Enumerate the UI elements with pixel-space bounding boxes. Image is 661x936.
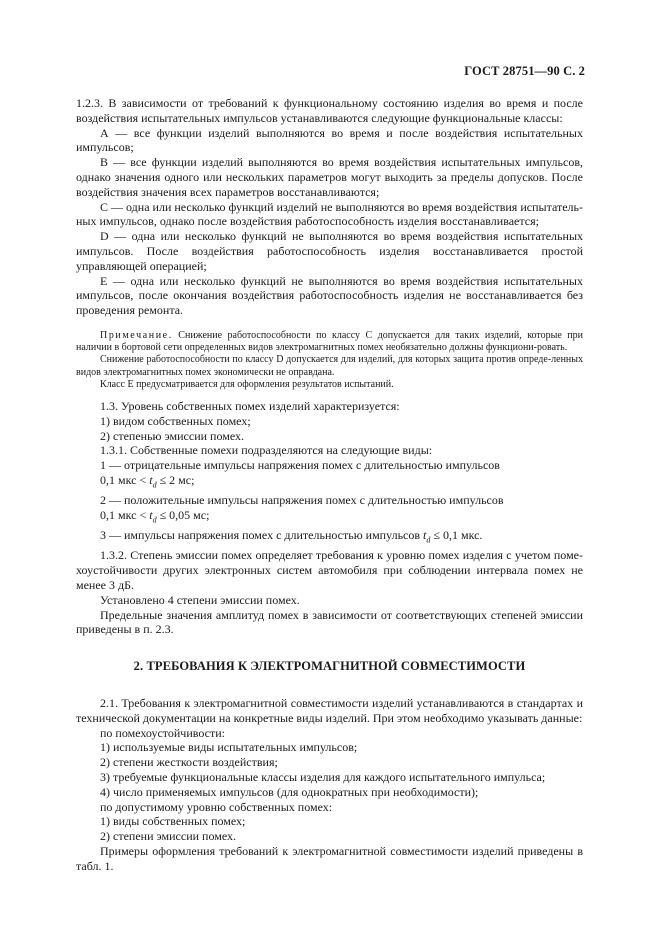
paragraph-examples: Примеры оформления требований к электромагнитной совместимости изделий приведены в табл. 1. — [76, 844, 583, 873]
noise-kind-3: 3 — импульсы напряжения помех с длительностью импульсов $t_d \le 0,1$ мкс. — [100, 528, 483, 545]
paragraph-four-degrees: Установлено 4 степени эмиссии помех. — [100, 592, 300, 607]
section-2-title: 2. ТРЕБОВАНИЯ К ЭЛЕКТРОМАГНИТНОЙ СОВМЕСТИМОСТИ — [133, 659, 526, 674]
noise-kind-2: 2 — положительные импульсы напряжения помех с длительностью импульсов — [100, 493, 504, 508]
list-item: 2) степени жесткости воздействия; — [100, 755, 278, 770]
paragraph-2-1: 2.1. Требования к электромагнитной совместимости изделий устанавливаются в стандартах и технической документации на конкретные виды изделий. При этом необходимо указывать данные: — [76, 696, 583, 725]
list-item: 2) степенью эмиссии помех. — [100, 428, 245, 443]
paragraph-1-3-1: 1.3.1. Собственные помехи подразделяются на следующие виды: — [100, 443, 433, 458]
list-item: 1) виды собственных помех; — [100, 814, 246, 829]
note-label: Примечание. — [100, 329, 173, 341]
noise-kind-1-range: 0,1 мкс < $t_d \le 2$ мс; — [100, 472, 195, 490]
list-item: 2) степени эмиссии помех. — [100, 829, 236, 844]
note-3: Класс Е предусматривается для оформления результатов испытаний. — [100, 378, 394, 390]
noise-kind-1: 1 — отрицательные импульсы напряжения помех с длительностью импульсов — [100, 458, 500, 473]
paragraph-limits: Предельные значения амплитуд помех в зависимости от соответствующих степеней эмиссии приведены в п. 2.3. — [76, 607, 583, 637]
emission-heading: по допустимому уровню собственных помех: — [100, 799, 333, 814]
paragraph-1-2-3: 1.2.3. В зависимости от требований к функциональному состоянию изделия во время и после воздействия испытательных импульсов устанавливаются следующие функциональные классы: — [76, 96, 583, 125]
paragraph-1-3-2: 1.3.2. Степень эмиссии помех определяет требования к уровню помех изделия с учетом поме-хоустойчивости других электронных систем автомобиля при соблюдении интервала помех не менее 3 дБ. — [76, 548, 583, 592]
list-item: 4) число применяемых импульсов (для однократных при необходимости); — [100, 784, 479, 799]
note-1: Примечание. Снижение работоспособности по классу С допускается для таких изделий, которые при наличии в бортовой сети определенных видов электромагнитных помех необязательно должны функциони-ровать. — [76, 329, 584, 354]
page-content — [76, 96, 583, 874]
class-e: Е — одна или несколько функций не выполняются во время воздействия испытательных импульсов, после окончания воздействия работоспособность изделия не восстанавливается без проведения ремонта. — [76, 273, 583, 318]
page-header: ГОСТ 28751—90 С. 2 — [464, 64, 585, 78]
note-2: Снижение работоспособности по классу D допускается для изделий, для которых защита против опреде-ленных видов электромагнитных помех экономически не оправдана. — [76, 354, 583, 378]
class-d: D — одна или несколько функций не выполняются во время воздействия испытательных импульсов. После воздействия работоспособность изделия восстанавливается простой управляющей операцией; — [76, 229, 583, 273]
list-item: 1) используемые виды испытательных импульсов; — [100, 740, 358, 755]
noise-kind-2-range: 0,1 мкс < $t_d \le 0,05$ мс; — [100, 507, 210, 525]
list-item: 3) требуемые функциональные классы изделия для каждого испытательного импульса; — [100, 770, 546, 785]
class-c: С — одна или несколько функций изделий не выполняются во время воздействия испытатель-ных импульсов, однако после воздействия работоспособность изделия восстанавливается; — [76, 199, 583, 229]
paragraph-1-3: 1.3. Уровень собственных помех изделий характеризуется: — [100, 398, 400, 413]
immunity-heading: по помехоустойчивости: — [100, 725, 225, 740]
list-item: 1) видом собственных помех; — [100, 413, 251, 428]
class-b: В — все функции изделий выполняются во время воздействия испытательных импульсов, однако значения одного или нескольких параметров могут выходить за пределы допусков. После воздействия значения всех параметров восстанавливаются; — [76, 155, 583, 199]
class-a: А — все функции изделий выполняются во время и после воздействия испытательных импульсов; — [76, 125, 583, 155]
